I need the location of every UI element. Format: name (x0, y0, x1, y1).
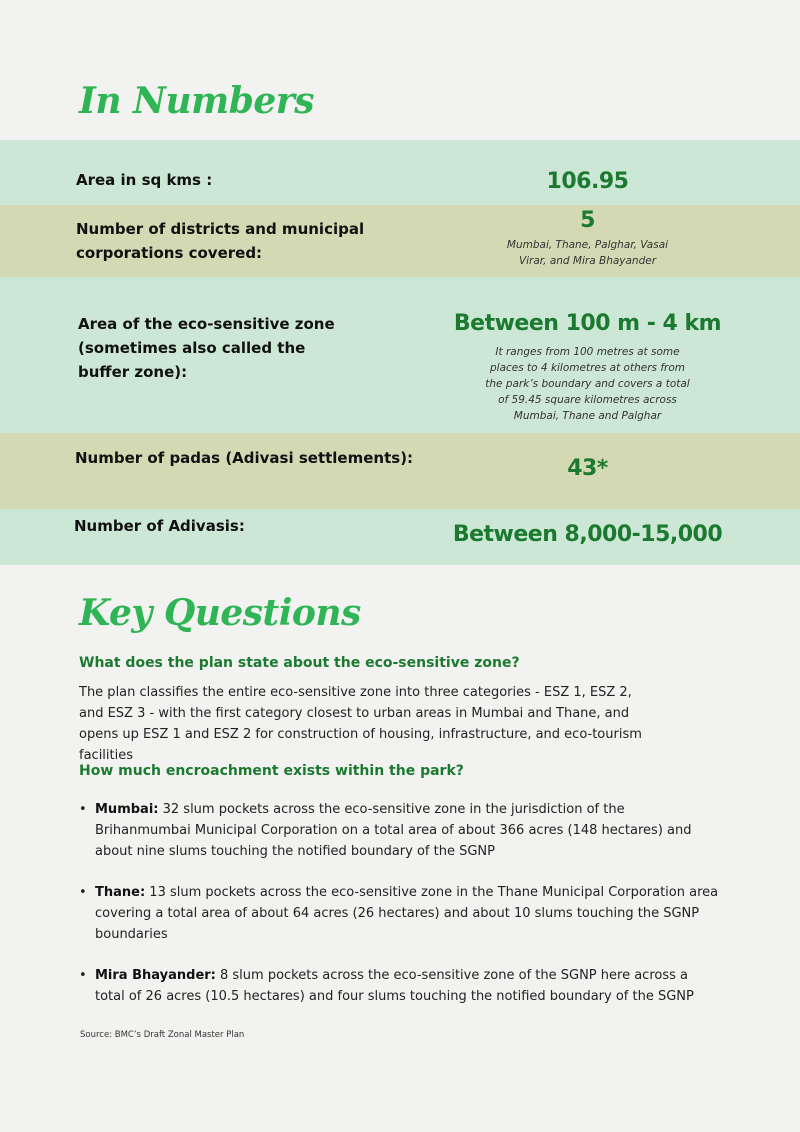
list-item (79, 965, 719, 1007)
stat-label: Number of Adivasis: (74, 517, 245, 535)
question-answer: The plan classifies the entire eco-sensitive zone into three categories - ESZ 1, ESZ 2, and ESZ 3 - with the first category closest to urban areas in Mumbai and Thane, and opens up ESZ 1 and ESZ 2 for construction of housing, infrastructure, and eco-tourism facilities (79, 685, 642, 763)
stat-value: 43* (567, 456, 608, 481)
stat-value-block (440, 168, 735, 196)
stat-value: Between 8,000-15,000 (452, 522, 723, 547)
list-item (79, 799, 719, 862)
stat-label: Number of padas (Adivasi settlements): (75, 449, 414, 467)
bullet-name: Mira Bhayander: (95, 968, 216, 983)
stat-note: It ranges from 100 metres at some places to 4 kilometres at others from the park’s boundary and covers a total of 59.45 square kilometres across Mumbai, Thane and Palghar (485, 346, 690, 422)
stat-label: Area in sq kms : (76, 171, 213, 189)
stat-row-area (0, 140, 800, 205)
stat-label: Number of districts and municipal corporations covered: (76, 220, 365, 262)
key-questions-title: Key Questions (79, 592, 361, 634)
stat-row-adivasis (0, 509, 800, 565)
stat-value: Between 100 m - 4 km (453, 311, 722, 336)
list-item (79, 882, 719, 945)
bullet-text: 32 slum pockets across the eco-sensitive zone in the jurisdiction of the Brihanmumbai Municipal Corporation on a total area of about 366 acres (148 hectares) and about nine slums touching the notified boundary of the SGNP (95, 802, 692, 859)
stat-value: 106.95 (546, 169, 629, 194)
stat-row-padas (0, 433, 800, 509)
stat-value: 5 (580, 208, 595, 233)
stat-note: Mumbai, Thane, Palghar, Vasai Virar, and Mira Bhayander (506, 239, 669, 267)
question-heading: What does the plan state about the eco-sensitive zone? (79, 655, 520, 671)
stat-label: Area of the eco-sensitive zone (sometimes also called the buffer zone): (78, 315, 335, 381)
bullet-text: 8 slum pockets across the eco-sensitive zone of the SGNP here across a total of 26 acres (10.5 hectares) and four slums touching the notified boundary of the SGNP (95, 968, 694, 1004)
question-1 (79, 653, 719, 766)
stat-row-districts (0, 205, 800, 277)
question-heading: How much encroachment exists within the park? (79, 763, 464, 779)
stat-value-block (440, 521, 735, 549)
source-note: Source: BMC’s Draft Zonal Master Plan (80, 1030, 245, 1040)
stat-value-block (440, 207, 735, 269)
question-2 (79, 761, 719, 781)
encroachment-list (79, 799, 719, 1027)
stats-table (0, 140, 800, 565)
stat-row-esz (0, 277, 800, 433)
stat-value-block (440, 455, 735, 483)
bullet-name: Mumbai: (95, 802, 159, 817)
in-numbers-title: In Numbers (79, 80, 315, 122)
bullet-name: Thane: (95, 885, 146, 900)
stat-value-block (440, 310, 735, 424)
bullet-text: 13 slum pockets across the eco-sensitive zone in the Thane Municipal Corporation area covering a total area of about 64 acres (26 hectares) and about 10 slums touching the SGNP boundaries (95, 885, 719, 942)
